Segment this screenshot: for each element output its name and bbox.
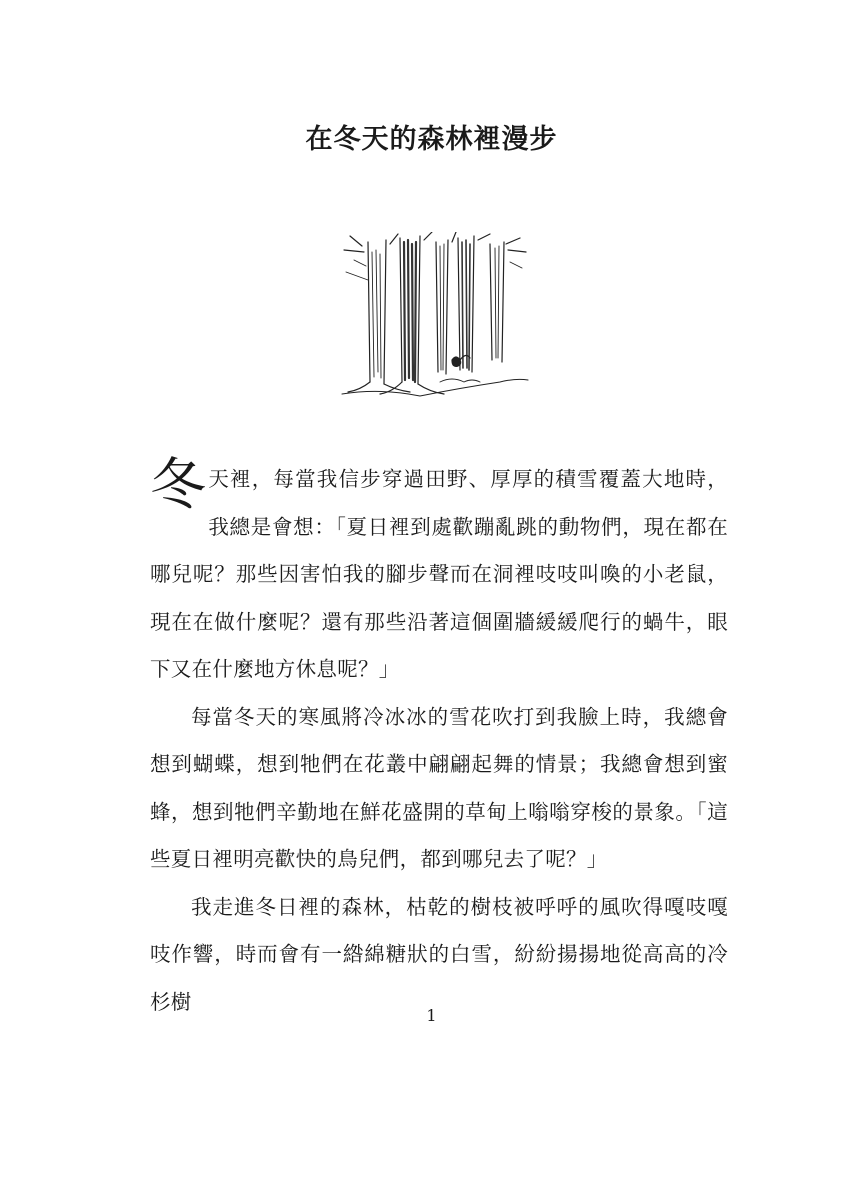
paragraph-3: 我走進冬日裡的森林，枯乾的樹枝被呼呼的風吹得嘎吱嘎吱作響，時而會有一綹綿糖狀的白雪，紛紛揚揚地從高高的冷杉樹 (150, 894, 728, 1014)
forest-trees-illustration (340, 232, 530, 400)
page-title: 在冬天的森林裡漫步 (305, 124, 558, 155)
page-number: 1 (426, 1006, 437, 1025)
paragraph-1 (150, 453, 728, 694)
paragraph-1-text: 天裡，每當我信步穿過田野、厚厚的積雪覆蓋大地時，我總是會想：「夏日裡到處歡蹦亂跳的動物們，現在都在哪兒呢？那些因害怕我的腳步聲而在洞裡吱吱叫喚的小老鼠，現在在做什麼呢？還有那些沿著這個圍牆緩緩爬行的蝸牛，眼下又在什麼地方休息呢？」 (150, 467, 728, 681)
body-text (150, 453, 728, 1026)
paragraph-2: 每當冬天的寒風將冷冰冰的雪花吹打到我臉上時，我總會想到蝴蝶，想到牠們在花叢中翩翩起舞的情景；我總會想到蜜蜂，想到牠們辛勤地在鮮花盛開的草甸上嗡嗡穿梭的景象。「這些夏日裡明亮歡快的鳥兒們，都到哪兒去了呢？」 (150, 704, 728, 871)
drop-cap: 冬 (150, 453, 207, 518)
